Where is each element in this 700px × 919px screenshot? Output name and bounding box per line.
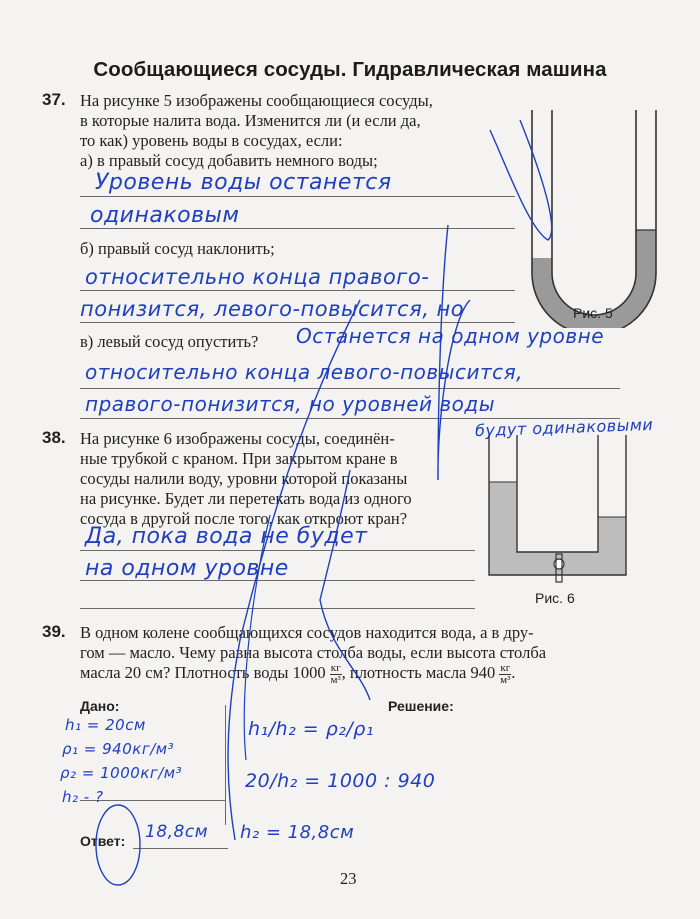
q38-line-5: сосуда в другой после того, как откроют кран? xyxy=(80,509,408,528)
q37-line-3: то как) уровень воды в сосудах, если: xyxy=(80,131,343,150)
q38-line-3: сосуды налили воду, уровни которой показаны xyxy=(80,469,408,488)
given-line-4: h₂ - ? xyxy=(62,788,104,806)
q38-number: 38. xyxy=(42,428,66,447)
given-label: Дано: xyxy=(80,698,120,714)
answer-extra: h₂ = 18,8см xyxy=(240,822,355,843)
q38-answer-line-2: на одном уровне xyxy=(85,556,289,581)
q38-answer-line-1: Да, пока вода не будет xyxy=(85,524,368,549)
q37-answer-c-line-4: будут одинаковыми xyxy=(474,414,654,441)
q39-line-2: гом — масло. Чему равна высота столба воды, если высота столба xyxy=(80,643,547,662)
given-line-3: ρ₂ = 1000кг/м³ xyxy=(60,764,183,782)
q37-answer-c-line-2: относительно конца левого-повысится, xyxy=(85,360,523,384)
pen-stroke xyxy=(320,470,370,700)
q37-option-c: в) левый сосуд опустить? xyxy=(80,332,259,351)
q38-line-2: ные трубкой с краном. При закрытом кране в xyxy=(80,449,398,468)
figure-6-caption: Рис. 6 xyxy=(535,590,575,606)
page-title: Сообщающиеся сосуды. Гидравлическая машина xyxy=(93,58,607,81)
q38-line-1: На рисунке 6 изображены сосуды, соединён- xyxy=(80,429,395,448)
q39-number: 39. xyxy=(42,622,66,641)
pen-loop xyxy=(96,805,140,885)
q38-line-4: на рисунке. Будет ли перетекать вода из одного xyxy=(80,489,412,508)
q39-line-3-c: . xyxy=(511,663,516,682)
figure-5-caption: Рис. 5 xyxy=(573,305,613,321)
q37-option-b: б) правый сосуд наклонить; xyxy=(80,239,275,258)
pen-stroke xyxy=(490,120,552,240)
q37-answer-a-line-2: одинаковым xyxy=(90,203,240,228)
q39-line-1: В одном колене сообщающихся сосудов находится вода, а в дру- xyxy=(80,623,534,642)
pen-stroke xyxy=(228,300,360,840)
q37-answer-b-line-2: понизится, левого-повысится, но xyxy=(80,297,465,321)
given-line-2: ρ₁ = 940кг/м³ xyxy=(62,740,175,758)
page-number: 23 xyxy=(340,869,357,888)
q37-answer-a-line-1: Уровень воды останется xyxy=(95,170,392,195)
pen-stroke xyxy=(244,515,270,760)
unit-den: м³ xyxy=(330,673,341,686)
q37-line-2: в которые налита вода. Изменится ли (и если да, xyxy=(80,111,421,130)
unit-num: кг xyxy=(330,661,341,674)
q37-option-a: а) в правый сосуд добавить немного воды; xyxy=(80,151,378,170)
unit-num: кг xyxy=(500,661,511,674)
unit-den: м³ xyxy=(500,673,511,686)
pen-stroke xyxy=(438,225,470,480)
q37-line-1: На рисунке 5 изображены сообщающиеся сосуды, xyxy=(80,91,433,110)
solution-label: Решение: xyxy=(388,698,454,714)
answer-value: 18,8см xyxy=(145,822,209,842)
given-line-1: h₁ = 20см xyxy=(65,716,146,734)
solution-line-2: 20/h₂ = 1000 : 940 xyxy=(245,770,436,792)
answer-label: Ответ: xyxy=(80,833,126,849)
q37-answer-c-line-1: Останется на одном уровне xyxy=(296,324,605,348)
solution-line-1: h₁/h₂ = ρ₂/ρ₁ xyxy=(248,718,374,740)
q37-answer-c-line-3: правого-понизится, но уровней воды xyxy=(85,392,496,416)
q37-number: 37. xyxy=(42,90,66,109)
q39-line-3-a: масла 20 см? Плотность воды 1000 xyxy=(80,663,326,682)
q39-line-3-b: , плотность масла 940 xyxy=(341,663,496,682)
q37-answer-b-line-1: относительно конца правого- xyxy=(85,265,430,289)
